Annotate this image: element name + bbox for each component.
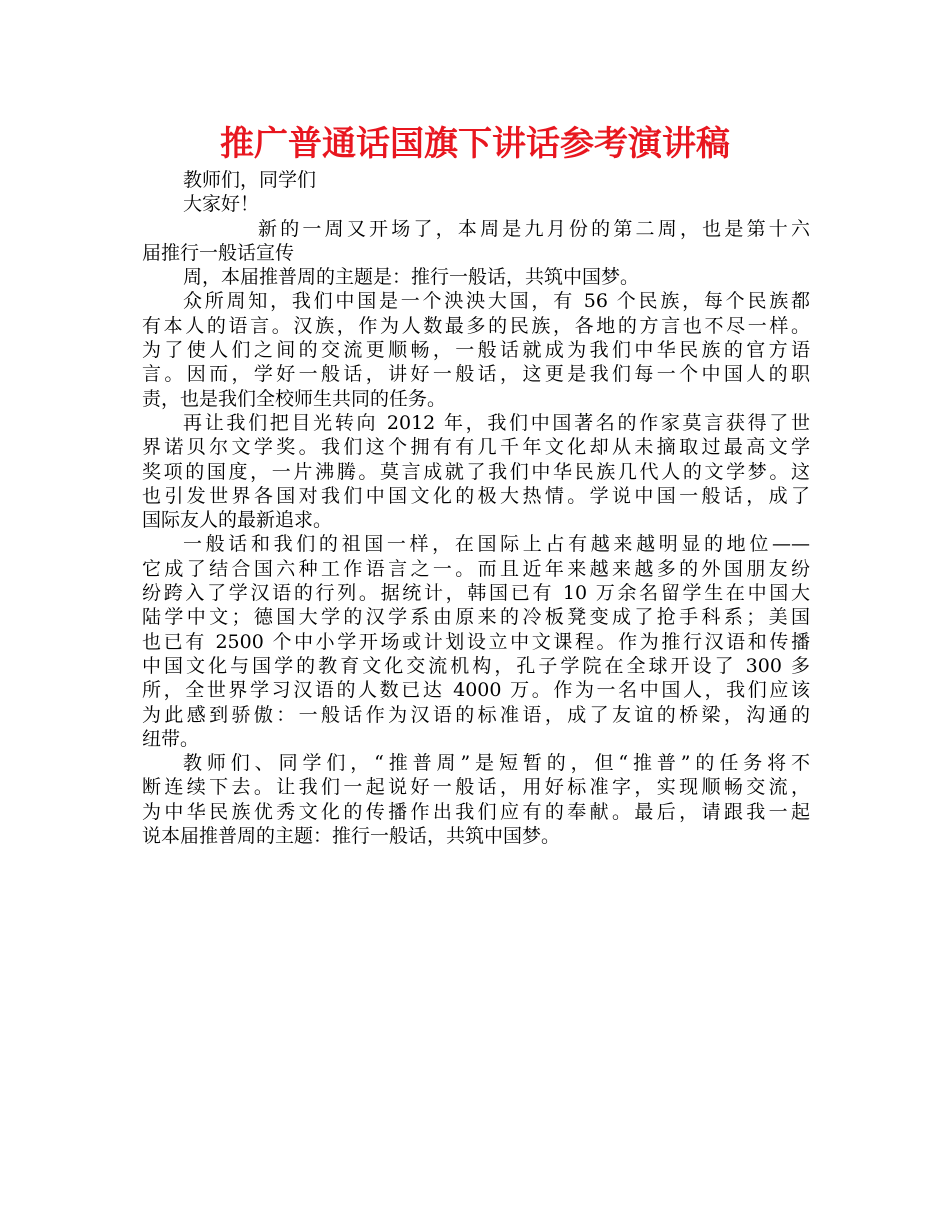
paragraph-line: 为中华民族优秀文化的传播作出我们应有的奉献。最后，请跟我一起	[142, 800, 810, 823]
paragraph-line: 周，本届推普周的主题是：推行一般话，共筑中国梦。	[183, 266, 640, 289]
paragraph-line: 说本届推普周的主题：推行一般话，共筑中国梦。	[142, 825, 561, 848]
paragraph-line: 言。因而，学好一般话，讲好一般话，这更是我们每一个中国人的职	[142, 363, 810, 386]
document-title: 推广普通话国旗下讲话参考演讲稿	[220, 124, 730, 164]
salutation-line: 教师们，同学们	[183, 169, 317, 191]
paragraph-line: 教师们、同学们，“推普周”是短暂的，但“推普”的任务将不	[183, 752, 810, 775]
paragraph-line: 众所周知，我们中国是一个泱泱大国，有 56 个民族，每个民族都	[183, 290, 810, 313]
paragraph-line: 陆学中文；德国大学的汉学系由原来的冷板凳变成了抢手科系；美国	[142, 606, 810, 629]
paragraph-line: 国际友人的最新追求。	[142, 509, 333, 532]
paragraph-line: 为此感到骄傲：一般话作为汉语的标准语，成了友谊的桥梁，沟通的	[142, 703, 810, 726]
paragraph-line: 有本人的语言。汉族，作为人数最多的民族，各地的方言也不尽一样。	[142, 314, 810, 337]
paragraph-line: 纷跨入了学汉语的行列。据统计，韩国已有 10 万余名留学生在中国大	[142, 582, 810, 605]
paragraph-line: 所，全世界学习汉语的人数已达 4000 万。作为一名中国人，我们应该	[142, 679, 810, 702]
paragraph-line: 责，也是我们全校师生共同的任务。	[142, 387, 447, 410]
paragraph-line: 它成了结合国六种工作语言之一。而且近年来越来越多的外国朋友纷	[142, 557, 810, 580]
paragraph-line: 奖项的国度，一片沸腾。莫言成就了我们中华民族几代人的文学梦。这	[142, 460, 810, 483]
paragraph-line: 纽带。	[142, 727, 200, 750]
paragraph-line: 也引发世界各国对我们中国文化的极大热情。学说中国一般话，成了	[142, 484, 810, 507]
paragraph-line: 再让我们把目光转向 2012 年，我们中国著名的作家莫言获得了世	[183, 411, 810, 434]
paragraph-line: 新的一周又开场了，本周是九月份的第二周，也是第十六	[258, 217, 810, 240]
paragraph-line: 届推行一般话宣传	[142, 241, 295, 264]
paragraph-line: 中国文化与国学的教育文化交流机构，孔子学院在全球开设了 300 多	[142, 654, 810, 677]
paragraph-line: 断连续下去。让我们一起说好一般话，用好标准字，实现顺畅交流，	[142, 776, 810, 799]
paragraph-line: 也已有 2500 个中小学开场或计划设立中文课程。作为推行汉语和传播	[142, 630, 810, 653]
paragraph-line: 为了使人们之间的交流更顺畅，一般话就成为我们中华民族的官方语	[142, 339, 810, 362]
document-body	[142, 168, 810, 848]
greeting-line: 大家好！	[183, 193, 260, 216]
paragraph-line: 一般话和我们的祖国一样，在国际上占有越来越明显的地位——	[183, 533, 810, 556]
paragraph-line: 界诺贝尔文学奖。我们这个拥有有几千年文化却从未摘取过最高文学	[142, 436, 810, 459]
